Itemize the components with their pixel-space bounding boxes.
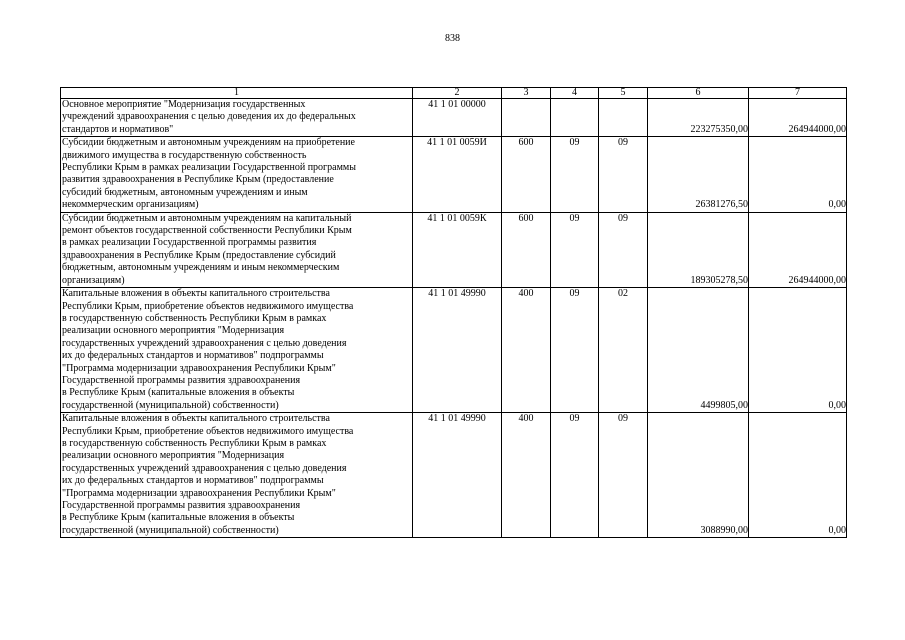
column-header: 2 xyxy=(413,88,502,99)
row-amount-col6: 189305278,50 xyxy=(648,212,749,287)
column-header: 5 xyxy=(599,88,648,99)
page-number: 838 xyxy=(445,33,460,44)
row-amount-col7: 264944000,00 xyxy=(749,212,847,287)
row-code: 41 1 01 49990 xyxy=(413,413,502,538)
row-amount-col7: 0,00 xyxy=(749,137,847,212)
table-row xyxy=(61,137,847,212)
row-amount-col6: 26381276,50 xyxy=(648,137,749,212)
row-col5: 09 xyxy=(599,413,648,538)
table-row xyxy=(61,413,847,538)
row-description: Капитальные вложения в объекты капитального строительства Республики Крым, приобретение объектов недвижимого имущества в государственную собственность Республики Крым в рамках реализации основного мероприятия "Модернизация государственных учреждений здравоохранения с целью доведения их до федеральных стандартов и нормативов" подпрограммы "Программа модернизации здравоохранения Республики Крым" Государственной программы развития здравоохранения в Республике Крым (капитальные вложения в объекты государственной (муниципальной) собственности) xyxy=(61,413,413,538)
row-code: 41 1 01 49990 xyxy=(413,288,502,413)
row-amount-col7: 264944000,00 xyxy=(749,99,847,137)
row-description: Субсидии бюджетным и автономным учреждениям на капитальный ремонт объектов государственной собственности Республики Крым в рамках реализации Государственной программы развития здравоохранения в Республике Крым (предоставление субсидий бюджетным, автономным учреждениям и иным некоммерческим организациям) xyxy=(61,212,413,287)
row-col5: 02 xyxy=(599,288,648,413)
row-col3 xyxy=(502,99,551,137)
row-col3: 600 xyxy=(502,212,551,287)
row-col4: 09 xyxy=(551,212,599,287)
row-amount-col7: 0,00 xyxy=(749,413,847,538)
row-col3: 400 xyxy=(502,288,551,413)
row-amount-col6: 223275350,00 xyxy=(648,99,749,137)
row-col5 xyxy=(599,99,648,137)
row-col5: 09 xyxy=(599,137,648,212)
row-col5: 09 xyxy=(599,212,648,287)
column-header: 6 xyxy=(648,88,749,99)
row-description: Капитальные вложения в объекты капитального строительства Республики Крым, приобретение объектов недвижимого имущества в государственную собственность Республики Крым в рамках реализации основного мероприятия "Модернизация государственных учреждений здравоохранения с целью доведения их до федеральных стандартов и нормативов" подпрограммы "Программа модернизации здравоохранения Республики Крым" Государственной программы развития здравоохранения в Республике Крым (капитальные вложения в объекты государственной (муниципальной) собственности) xyxy=(61,288,413,413)
table-header-row xyxy=(61,88,847,99)
row-amount-col6: 4499805,00 xyxy=(648,288,749,413)
table-row xyxy=(61,288,847,413)
budget-table xyxy=(60,87,847,538)
row-description: Субсидии бюджетным и автономным учреждениям на приобретение движимого имущества в государственную собственность Республики Крым в рамках реализации Государственной программы развития здравоохранения в Республике Крым (предоставление субсидий бюджетным, автономным учреждениям и иным некоммерческим организациям) xyxy=(61,137,413,212)
row-code: 41 1 01 00000 xyxy=(413,99,502,137)
row-col3: 600 xyxy=(502,137,551,212)
table-row xyxy=(61,212,847,287)
row-col4: 09 xyxy=(551,288,599,413)
row-amount-col7: 0,00 xyxy=(749,288,847,413)
row-col4: 09 xyxy=(551,413,599,538)
column-header: 7 xyxy=(749,88,847,99)
column-header: 4 xyxy=(551,88,599,99)
row-col4: 09 xyxy=(551,137,599,212)
row-col3: 400 xyxy=(502,413,551,538)
row-amount-col6: 3088990,00 xyxy=(648,413,749,538)
row-code: 41 1 01 0059К xyxy=(413,212,502,287)
row-col4 xyxy=(551,99,599,137)
column-header: 3 xyxy=(502,88,551,99)
row-code: 41 1 01 0059И xyxy=(413,137,502,212)
table-row xyxy=(61,99,847,137)
row-description: Основное мероприятие "Модернизация государственных учреждений здравоохранения с целью доведения их до федеральных стандартов и нормативов" xyxy=(61,99,413,137)
column-header: 1 xyxy=(61,88,413,99)
